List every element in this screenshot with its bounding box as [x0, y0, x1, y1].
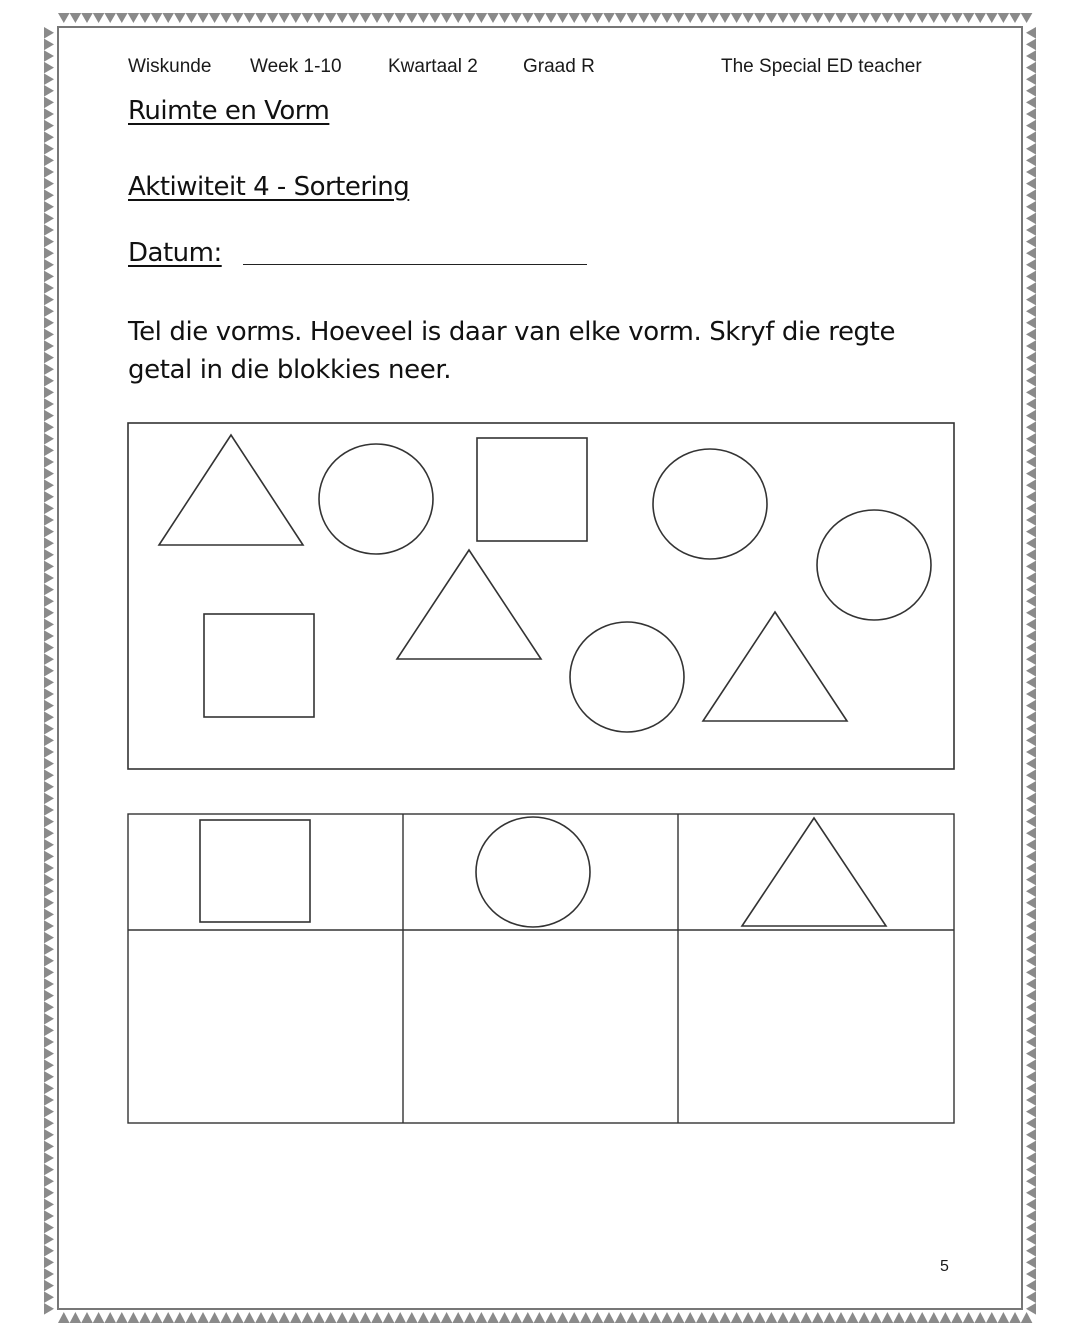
square-count-box[interactable] [129, 931, 402, 1122]
subject-label: Wiskunde [128, 56, 212, 77]
author-label: The Special ED teacher [721, 56, 922, 77]
square-shape [204, 614, 314, 717]
square-shape [477, 438, 587, 541]
term-label: Kwartaal 2 [388, 56, 478, 77]
triangle-shape [397, 550, 541, 659]
activity-heading: Aktiwiteit 4 - Sortering [128, 172, 410, 202]
page-number: 5 [940, 1258, 949, 1275]
circle-shape [653, 449, 767, 559]
triangle-header-icon [742, 818, 886, 926]
page-title: Ruimte en Vorm [128, 96, 330, 126]
circle-header-icon [476, 817, 590, 927]
worksheet-header [128, 56, 948, 82]
circle-count-box[interactable] [404, 931, 677, 1122]
sorting-table [127, 813, 955, 1124]
instructions-text: Tel die vorms. Hoeveel is daar van elke vorm. Skryf die regte getal in die blokkies neer. [128, 317, 896, 385]
triangle-shape [703, 612, 847, 721]
circle-shape [319, 444, 433, 554]
circle-shape [817, 510, 931, 620]
grade-label: Graad R [523, 56, 595, 77]
date-label: Datum: [128, 238, 222, 268]
triangle-shape [159, 435, 303, 545]
shapes-panel [127, 422, 955, 770]
circle-shape [570, 622, 684, 732]
date-write-line[interactable] [243, 264, 587, 265]
square-header-icon [200, 820, 310, 922]
triangle-count-box[interactable] [679, 931, 953, 1122]
weeks-label: Week 1-10 [250, 56, 342, 77]
